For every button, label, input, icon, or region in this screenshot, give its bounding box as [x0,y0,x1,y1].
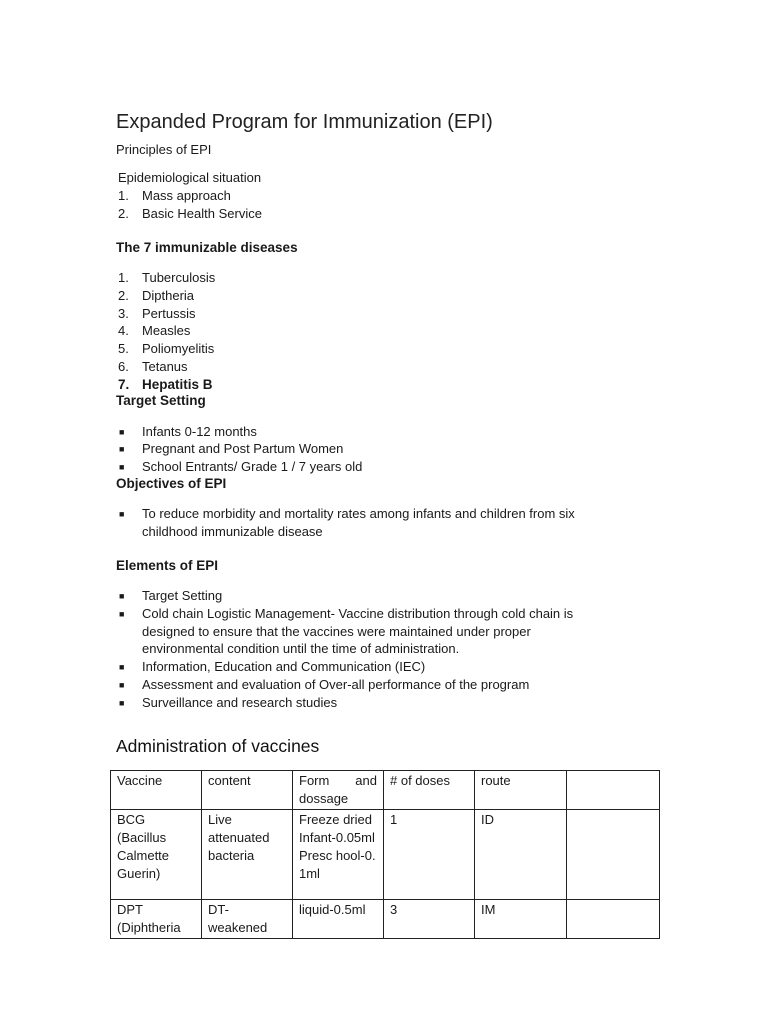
list-item: Hepatitis B [142,377,213,392]
list-number: 7. [118,377,130,392]
admin-heading: Administration of vaccines [116,736,320,756]
table-row [111,810,660,900]
bullet-icon: ■ [119,427,125,437]
elements-heading: Elements of EPI [116,558,219,573]
header-cell [567,771,660,810]
list-item: To reduce morbidity and mortality rates among infants and children from six [142,506,575,521]
table-cell-route: IM [475,900,567,939]
header-cell [293,771,384,810]
table-row [111,900,660,939]
header-word: Form [299,773,330,788]
list-item-continuation: childhood immunizable disease [142,524,323,539]
list-number: 3. [118,306,129,321]
table-cell-content: DT-weakened [202,900,293,939]
bullet-icon: ■ [119,680,125,690]
header-cell: Vaccine [111,771,202,810]
bullet-icon: ■ [119,662,125,672]
list-item: Tuberculosis [142,270,216,285]
list-item: Pregnant and Post Partum Women [142,441,344,456]
table-cell-extra [567,810,660,900]
header-cell: # of doses [384,771,475,810]
list-number: 2. [118,288,129,303]
list-item: School Entrants/ Grade 1 / 7 years old [142,459,363,474]
header-word: dossage [299,791,349,806]
list-item: Poliomyelitis [142,341,215,356]
list-item-continuation: designed to ensure that the vaccines were maintained under proper [142,624,531,639]
list-item-continuation: environmental condition until the time of administration. [142,641,460,656]
list-item: Cold chain Logistic Management- Vaccine distribution through cold chain is [142,606,574,621]
list-number: 2. [118,206,129,221]
table-cell-doses: 1 [384,810,475,900]
table-cell-content: Live attenuated bacteria [202,810,293,900]
objectives-heading: Objectives of EPI [116,476,227,491]
list-item: Tetanus [142,359,188,374]
table-cell-form: liquid-0.5ml [293,900,384,939]
table-cell-vaccine: DPT (Diphtheria [111,900,202,939]
list-item: Pertussis [142,306,196,321]
document-title: Expanded Program for Immunization (EPI) [116,111,493,133]
list-item: Basic Health Service [142,206,262,221]
vaccine-table [110,770,660,939]
list-item: Surveillance and research studies [142,695,338,710]
table-cell-vaccine: BCG (Bacillus Calmette Guerin) [111,810,202,900]
bullet-icon: ■ [119,444,125,454]
list-item: Measles [142,323,191,338]
bullet-icon: ■ [119,462,125,472]
bullet-icon: ■ [119,609,125,619]
list-item: Infants 0-12 months [142,424,257,439]
bullet-icon: ■ [119,698,125,708]
list-item: Diptheria [142,288,195,303]
table-cell-doses: 3 [384,900,475,939]
target-heading: Target Setting [116,393,206,408]
table-header-row [111,771,660,810]
list-number: 5. [118,341,129,356]
list-item: Target Setting [142,588,223,603]
list-number: 1. [118,188,129,203]
bullet-icon: ■ [119,509,125,519]
list-item: Information, Education and Communication (IEC) [142,659,426,674]
diseases-heading: The 7 immunizable diseases [116,240,298,255]
list-number: 4. [118,323,129,338]
header-cell: route [475,771,567,810]
list-item: Mass approach [142,188,231,203]
table-cell-extra [567,900,660,939]
principles-intro: Epidemiological situation [118,170,262,185]
table-cell-route: ID [475,810,567,900]
bullet-icon: ■ [119,591,125,601]
list-item: Assessment and evaluation of Over-all performance of the program [142,677,530,692]
header-word: and [355,773,377,788]
principles-label: Principles of EPI [116,142,212,157]
table-cell-form: Freeze dried Infant-0.05mlPresc hool-0.1ml [293,810,384,900]
header-cell: content [202,771,293,810]
list-number: 1. [118,270,129,285]
list-number: 6. [118,359,129,374]
